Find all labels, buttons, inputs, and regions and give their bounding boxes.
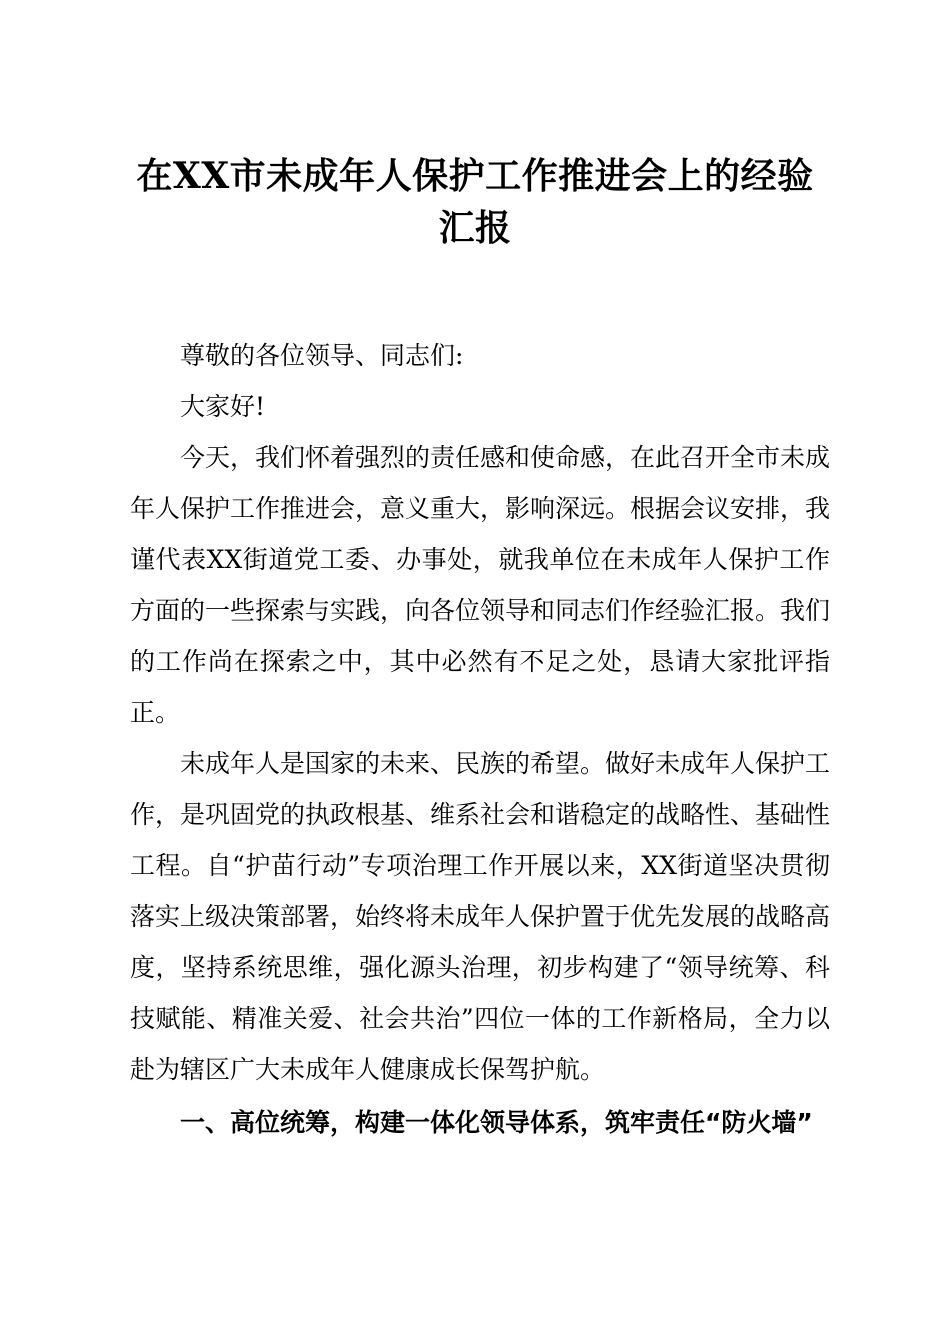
- paragraph-background: 未成年人是国家的未来、民族的希望。做好未成年人保护工作，是巩固党的执政根基、维系社会和谐稳定的战略性、基础性工程。自“护苗行动”专项治理工作开展以来，XX街道坚决贯彻落实上级决策部署，始终将未成年人保护置于优先发展的战略高度，坚持系统思维，强化源头治理，初步构建了“领导统筹、科技赋能、精准关爱、社会共治”四位一体的工作新格局，全力以赴为辖区广大未成年人健康成长保驾护航。: [130, 749, 831, 1084]
- section-heading: 一、高位统筹，构建一体化领导体系，筑牢责任“防火墙”: [180, 1108, 813, 1137]
- paragraph-intro: 今天，我们怀着强烈的责任感和使命感，在此召开全市未成年人保护工作推进会，意义重大，影响深远。根据会议安排，我谨代表XX街道党工委、办事处，就我单位在未成年人保护工作方面的一些探索与实践，向各位领导和同志们作经验汇报。我们的工作尚在探索之中，其中必然有不足之处，恳请大家批评指正。: [130, 443, 831, 727]
- salutation: 尊敬的各位领导、同志们:: [180, 341, 464, 370]
- greeting: 大家好!: [180, 392, 266, 421]
- document-title: 在XX市未成年人保护工作推进会上的经验汇报: [136, 155, 814, 249]
- document-body: [130, 330, 830, 1148]
